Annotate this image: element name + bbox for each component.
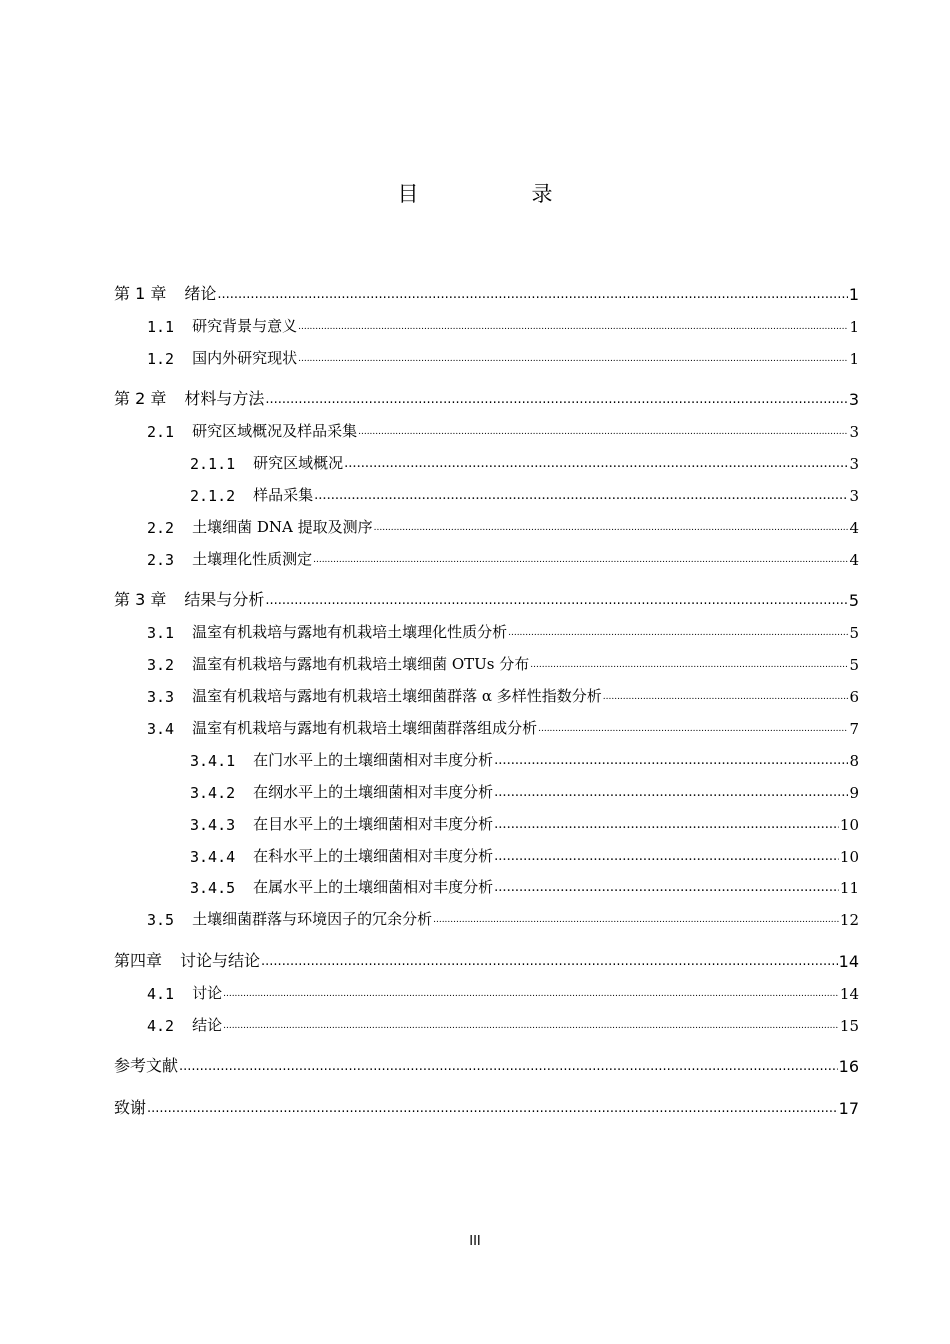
toc-entry-page: 11 <box>839 879 859 897</box>
dot-leader <box>358 428 848 437</box>
toc-entry-number: 2.1 <box>147 423 175 441</box>
toc-entry-title: 温室有机栽培与露地有机栽培土壤理化性质分析 <box>192 623 508 641</box>
dot-leader <box>179 1060 838 1073</box>
toc-entry-page: 8 <box>849 752 859 770</box>
toc-entry-page: 10 <box>839 848 859 866</box>
dot-leader <box>494 881 839 894</box>
toc-entry-title: 结论 <box>192 1016 223 1034</box>
dot-leader <box>603 693 849 702</box>
toc-entry[interactable] <box>147 419 859 441</box>
dot-leader <box>265 594 847 607</box>
toc-entry-page: 12 <box>839 911 859 929</box>
toc-entry[interactable] <box>114 1096 859 1118</box>
toc-entry-number: 第 1 章 <box>114 284 167 303</box>
toc-entry-page: 1 <box>848 285 859 304</box>
toc-entry[interactable] <box>147 515 859 537</box>
toc-entry-title: 样品采集 <box>253 486 314 504</box>
toc-entry[interactable] <box>147 620 859 642</box>
dot-leader <box>298 355 848 364</box>
toc-entry-page: 16 <box>838 1057 859 1076</box>
toc-entry[interactable] <box>147 684 859 706</box>
dot-leader <box>344 457 848 470</box>
toc-entry-number: 3.3 <box>147 688 175 706</box>
toc-entry-title: 参考文献 <box>114 1056 179 1075</box>
toc-entry[interactable] <box>190 451 859 473</box>
toc-entry-page: 5 <box>849 656 859 674</box>
dot-leader <box>374 524 849 533</box>
toc-entry-title: 温室有机栽培与露地有机栽培土壤细菌群落组成分析 <box>192 719 538 737</box>
toc-entry-title: 绪论 <box>184 284 217 303</box>
toc-entry-number: 3.4.4 <box>190 848 236 866</box>
dot-leader <box>433 916 839 925</box>
dot-leader <box>313 556 848 565</box>
toc-entry-title: 研究背景与意义 <box>192 317 298 335</box>
toc-entry-page: 1 <box>849 350 859 368</box>
toc-entry[interactable] <box>147 547 859 569</box>
toc-entry-number: 2.2 <box>147 519 175 537</box>
toc-entry-title: 讨论 <box>192 984 223 1002</box>
toc-entry-page: 14 <box>839 985 859 1003</box>
toc-entry-number: 第 3 章 <box>114 590 167 609</box>
toc-entry-number: 1.2 <box>147 350 175 368</box>
toc-entry-page: 10 <box>839 816 859 834</box>
toc-entry[interactable] <box>190 483 859 505</box>
toc-entry-title: 在属水平上的土壤细菌相对丰度分析 <box>253 878 494 896</box>
dot-leader <box>217 288 847 301</box>
toc-entry-page: 6 <box>849 688 859 706</box>
dot-leader <box>223 990 839 999</box>
toc-entry-number: 1.1 <box>147 318 175 336</box>
toc-entry-number: 3.4.5 <box>190 879 236 897</box>
dot-leader <box>494 818 839 831</box>
toc-entry[interactable] <box>147 1013 859 1035</box>
toc-entry-title: 土壤理化性质测定 <box>192 550 313 568</box>
toc-entry-page: 4 <box>849 519 859 537</box>
toc-entry[interactable] <box>147 346 859 368</box>
toc-entry[interactable] <box>114 387 859 409</box>
toc-entry-title: 致谢 <box>114 1098 147 1117</box>
toc-entry-number: 第四章 <box>114 951 163 970</box>
toc-entry[interactable] <box>147 981 859 1003</box>
toc-entry-title: 讨论与结论 <box>180 951 261 970</box>
toc-entry-number: 3.4.1 <box>190 752 236 770</box>
toc-entry-number: 3.5 <box>147 911 175 929</box>
dot-leader <box>508 629 848 638</box>
toc-entry-title: 结果与分析 <box>184 590 265 609</box>
toc-entry-page: 3 <box>849 487 859 505</box>
toc-entry[interactable] <box>190 748 859 770</box>
toc-entry[interactable] <box>114 588 859 610</box>
toc-entry-page: 14 <box>838 952 859 971</box>
toc-entry-title: 在目水平上的土壤细菌相对丰度分析 <box>253 815 494 833</box>
toc-entry-page: 17 <box>838 1099 859 1118</box>
toc-entry-page: 9 <box>849 784 859 802</box>
toc-entry-page: 3 <box>848 390 859 409</box>
toc-entry-number: 2.1.2 <box>190 487 236 505</box>
page-number: III <box>469 1234 481 1249</box>
toc-entry[interactable] <box>114 1054 859 1076</box>
toc-entry-number: 3.4.2 <box>190 784 236 802</box>
toc-entry-title: 土壤细菌群落与环境因子的冗余分析 <box>192 910 433 928</box>
toc-entry-title: 土壤细菌 DNA 提取及测序 <box>192 518 373 536</box>
toc-entry-title: 在科水平上的土壤细菌相对丰度分析 <box>253 847 494 865</box>
toc-entry-number: 4.2 <box>147 1017 175 1035</box>
toc-entry-number: 3.4.3 <box>190 816 236 834</box>
toc-entry[interactable] <box>190 844 859 866</box>
toc-entry-title: 在门水平上的土壤细菌相对丰度分析 <box>253 751 494 769</box>
toc-entry-page: 5 <box>849 624 859 642</box>
dot-leader <box>147 1102 838 1115</box>
toc-entry-page: 15 <box>839 1017 859 1035</box>
toc-entry-page: 3 <box>849 455 859 473</box>
toc-entry-number: 3.2 <box>147 656 175 674</box>
dot-leader <box>494 754 848 767</box>
toc-entry-number: 4.1 <box>147 985 175 1003</box>
toc-entry-page: 4 <box>849 551 859 569</box>
toc-entry[interactable] <box>114 949 859 971</box>
toc-entry[interactable] <box>190 812 859 834</box>
toc-entry-title: 温室有机栽培与露地有机栽培土壤细菌群落 α 多样性指数分析 <box>192 687 602 705</box>
dot-leader <box>494 850 839 863</box>
toc-entry-number: 3.1 <box>147 624 175 642</box>
toc-entry-title: 研究区域概况及样品采集 <box>192 422 358 440</box>
toc-entry[interactable] <box>190 780 859 802</box>
dot-leader <box>538 725 848 734</box>
toc-entry[interactable] <box>114 282 859 304</box>
dot-leader <box>261 955 838 968</box>
toc-entry-page: 3 <box>849 423 859 441</box>
dot-leader <box>530 661 848 670</box>
page-title: 目 录 <box>397 182 599 206</box>
toc-entry[interactable] <box>190 875 859 897</box>
toc-entry[interactable] <box>147 652 859 674</box>
toc-entry-number: 第 2 章 <box>114 389 167 408</box>
dot-leader <box>314 489 848 502</box>
toc-entry-number: 2.1.1 <box>190 455 236 473</box>
toc-entry-page: 5 <box>848 591 859 610</box>
toc-entry-page: 7 <box>849 720 859 738</box>
dot-leader <box>223 1022 839 1031</box>
toc-entry-title: 材料与方法 <box>184 389 265 408</box>
toc-entry-title: 国内外研究现状 <box>192 349 298 367</box>
dot-leader <box>265 393 847 406</box>
toc-entry-number: 3.4 <box>147 720 175 738</box>
toc-entry-page: 1 <box>849 318 859 336</box>
toc-entry-title: 温室有机栽培与露地有机栽培土壤细菌 OTUs 分布 <box>192 655 530 673</box>
toc-entry[interactable] <box>147 716 859 738</box>
dot-leader <box>298 323 848 332</box>
toc-entry-title: 研究区域概况 <box>253 454 344 472</box>
toc-entry-number: 2.3 <box>147 551 175 569</box>
toc-entry[interactable] <box>147 907 859 929</box>
dot-leader <box>494 786 848 799</box>
toc-entry-title: 在纲水平上的土壤细菌相对丰度分析 <box>253 783 494 801</box>
toc-entry[interactable] <box>147 314 859 336</box>
